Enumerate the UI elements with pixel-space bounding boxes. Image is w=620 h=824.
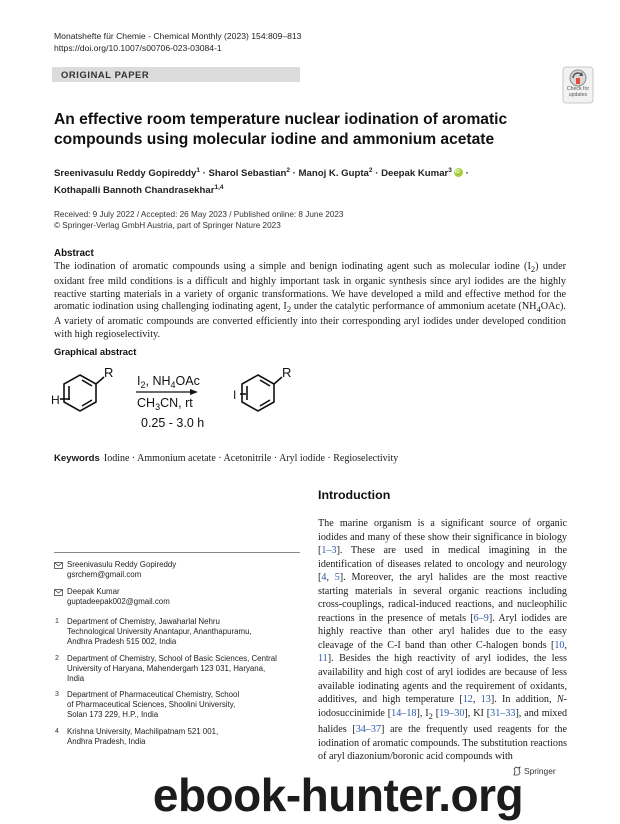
reactant-h-label: H [51,393,60,407]
orcid-icon[interactable] [454,168,463,177]
affiliation-number: 1 [55,618,59,625]
abstract-text: under the catalytic performance of ammonium acetate (NH [291,301,537,313]
intro-text: The marine organism is a significant source of organic iodides and many of these show their significance in biology [ [318,518,567,557]
affiliation-line: of Pharmaceutical Sciences, Shoolini University, [67,700,236,710]
abstract-body [54,261,566,342]
time-label: 0.25 - 3.0 h [141,416,205,430]
author-affiliation-mark: 1,4 [214,184,224,192]
citation-link[interactable]: 14–18 [391,707,417,719]
intro-text: , [326,572,335,584]
publication-dates [54,209,344,231]
citation-link[interactable]: 5 [334,572,340,584]
intro-text: ]. In addition, [490,694,557,706]
intro-text: , [564,639,567,651]
citation-link[interactable]: 6–9 [473,612,489,624]
author-line-1 [54,164,564,181]
journal-header [54,30,301,54]
publisher-name: Springer [524,766,556,776]
citation-link[interactable]: 11 [318,653,328,665]
affiliation-line: Krishna University, Machilipatnam 521 001, [67,727,219,736]
affiliation-number: 2 [55,655,59,662]
copyright-line: © Springer-Verlag GmbH Austria, part of Springer Nature 2023 [54,221,281,230]
abstract-heading: Abstract [54,248,94,259]
affiliation-line: India [67,674,85,684]
italic-n: N [556,694,564,706]
citation-link[interactable]: 19–30 [439,707,465,719]
author-affiliation-mark: 2 [286,167,290,174]
author-affiliation-mark: 3 [448,167,452,174]
author-separator: · [465,168,469,180]
author-separator: · [292,168,296,180]
affiliation-number: 3 [55,691,59,698]
corresponding-email[interactable]: guptadeepak002@gmail.com [67,597,170,607]
keywords [54,452,398,465]
affiliation-line: Andhra Pradesh 515 002, India [67,637,177,647]
article-title [54,110,524,149]
affiliation-line: Department of Chemistry, Jawaharlal Nehru [67,617,220,626]
check-for-updates-label [558,86,598,98]
intro-text: ], and mixed halides [ [318,707,568,736]
reactant-benzene-ring [60,375,104,411]
intro-text: -iodosuccinimide [ [318,694,567,719]
affiliation-line: Technological University Anantapur, Ananthapuramu, [67,627,252,637]
intro-text: ]. These are used in medical imagining in the identification of diseases related to oncology and neurology [ [318,545,567,584]
corresponding-name: Deepak Kumar [67,587,120,596]
journal-citation: Monatshefte für Chemie - Chemical Monthly (2023) 154:809–813 [54,31,302,41]
article-type-label: ORIGINAL PAPER [61,69,150,80]
author-separator: · [375,168,379,180]
solvent-label [137,396,193,412]
doi-link[interactable]: https://doi.org/10.1007/s00706-023-03084-1 [54,43,222,53]
intro-text: ]. Aryl iodides are highly reactive than other aryl halides due to the easy cleavage of the C-I band than other C-halogen bonds [ [318,612,567,651]
product-i-label: I [233,388,237,402]
history-dates: Received: 9 July 2022 / Accepted: 26 May 2023 / Published online: 8 June 2023 [54,210,344,219]
product-r-label: R [282,365,292,380]
affiliation-line: Andhra Pradesh, India [67,737,146,747]
subscript: 2 [428,710,433,721]
title-line-2: compounds using molecular iodine and ammonium acetate [54,130,495,148]
affiliation-line: University of Haryana, Mahendergarh 123 031, Haryana, [67,664,266,674]
envelope-icon [54,562,63,569]
subscript: 2 [530,264,536,275]
author-name[interactable]: Manoj K. Gupta [298,168,369,180]
author-name[interactable]: Sharol Sebastian [208,168,287,180]
intro-text: ], I [416,707,429,719]
citation-link[interactable]: 13 [480,694,491,706]
envelope-icon [54,589,63,596]
abstract-text: The iodination of aromatic compounds using a simple and benign iodinating agent such as molecular iodine (I [54,261,531,272]
reagent-nh: , NH [145,374,171,388]
affiliation-line: Department of Pharmaceutical Chemistry, School [67,690,240,699]
watermark-text: ebook-hunter.org [152,769,524,821]
intro-text: ]. Besides the high reactivity of aryl iodides, the less availability and high cost of aryl iodides are because of less available iodinating agents and the requirement of oxidants, additives, and high temperature [ [318,653,567,706]
abstract-text: ) under oxidant free mild conditions is a difficult and highly important task in organic synthesis since aryl iodides are the highly reactive starting materials in a variety of organic transformations. We have developed a mild and effective method for the aromatic iodination using challenging iodinating agent, I [54,261,566,313]
subscript: 2 [286,304,292,315]
citation-link[interactable]: 4 [321,572,327,584]
author-affiliation-mark: 2 [368,167,373,174]
abstract-text: OAc). A variety of aromatic compounds are converted efficiently into their corresponding aryl iodides under developed condition with high regioselectivity. [54,301,566,341]
affiliation [67,654,277,685]
introduction-heading: Introduction [318,488,391,502]
check-label-line2: updates [568,92,588,98]
affiliation [67,690,239,721]
author-name[interactable]: Sreenivasulu Reddy Gopireddy [54,168,197,180]
intro-text: [ [432,707,440,719]
corresponding-author [67,587,170,607]
footnote-divider [54,552,300,553]
corresponding-name: Sreenivasulu Reddy Gopireddy [67,560,177,569]
subscript: 3 [155,402,161,412]
check-for-updates-icon[interactable] [562,66,594,104]
reagent-iodine: I [137,374,141,388]
keywords-list: Iodine · Ammonium acetate · Acetonitrile · Aryl iodide · Regioselectivity [103,453,399,464]
affiliation-line: Solan 173 229, H.P., India [67,710,159,720]
product-benzene-ring [240,375,282,411]
citation-link[interactable]: 31–33 [490,707,516,719]
check-label-line1: Check for [566,86,590,92]
subscript: 2 [140,380,146,390]
affiliation-number: 4 [55,728,59,735]
citation-link[interactable]: 10 [554,639,565,651]
author-separator: · [202,168,206,180]
affiliation [67,617,252,648]
citation-link[interactable]: 1–3 [321,545,337,557]
reagent-oac: OAc [175,374,200,388]
reactant-r-label: R [104,365,114,380]
author-line-2 [54,181,564,198]
intro-text: , [472,694,481,706]
graphical-abstract-heading: Graphical abstract [54,346,137,357]
intro-text: ], KI [ [464,707,491,719]
author-list [54,164,564,198]
author-name[interactable]: Kothapalli Bannoth Chandrasekhar [54,185,215,197]
reagent-label [137,374,200,390]
intro-text: ] are the frequently used reagents for the iodination of aromatic compounds. The substitution reactions of aryl diazonium/boronic acid compounds with [318,724,567,763]
citation-link[interactable]: 34–37 [355,724,382,736]
introduction-body [318,517,567,764]
citation-link[interactable]: 12 [462,694,473,706]
solvent-ch: CH [137,396,156,410]
affiliation [67,727,218,747]
subscript: 4 [536,304,541,315]
corresponding-author [67,560,176,580]
solvent-rest: CN, rt [160,396,193,410]
affiliation-line: Department of Chemistry, School of Basic Sciences, Central [67,654,277,663]
keywords-heading: Keywords [54,453,100,464]
subscript: 4 [170,380,176,390]
reaction-scheme [40,358,380,438]
corresponding-email[interactable]: gsrchem@gmail.com [67,570,142,580]
intro-text: ]. Moreover, the aryl halides are the most reactive starting materials in several organic reactions including cross-couplings, radical-induced reactions, and nucleophilic reactions in the presence of metals [ [318,572,568,624]
author-name[interactable]: Deepak Kumar [381,168,449,180]
title-line-1: An effective room temperature nuclear iodination of aromatic [54,111,508,128]
author-affiliation-mark: 1 [196,167,200,174]
